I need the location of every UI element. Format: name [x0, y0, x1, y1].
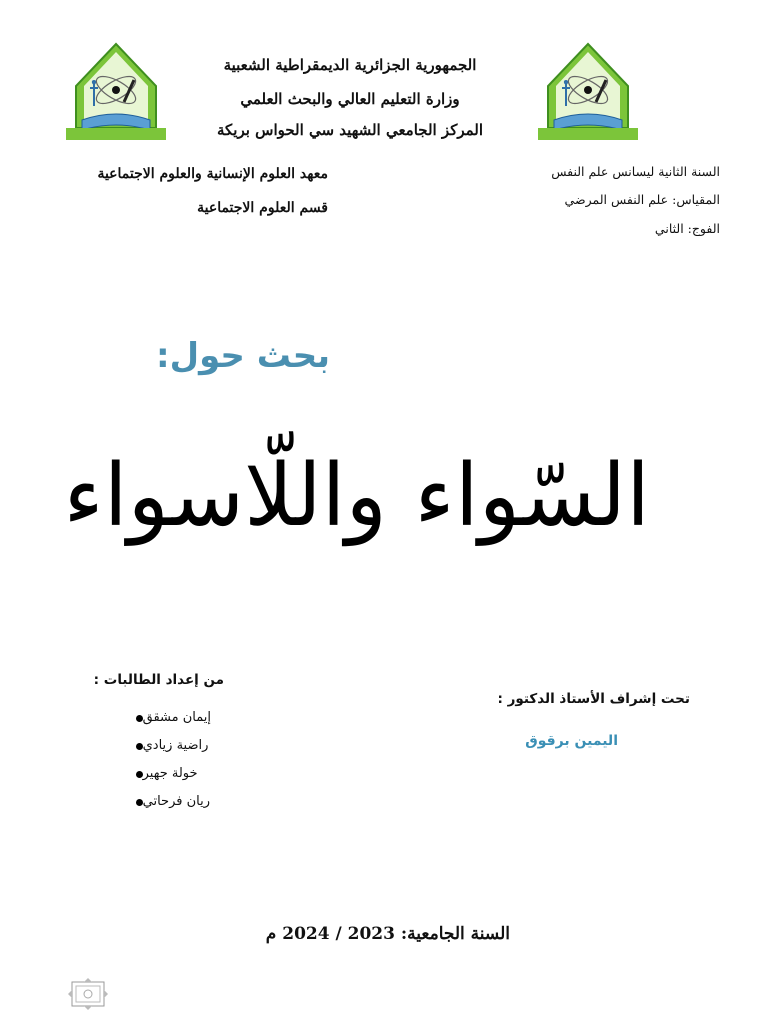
main-title: السّواء واللّاسواء [63, 446, 650, 546]
header-country: الجمهورية الجزائرية الديمقراطية الشعبية [223, 56, 477, 74]
supervisor-heading: تحت إشراف الأستاذ الدكتور : [497, 691, 690, 707]
academic-year: السنة الجامعية: 2023 / 2024 م [265, 924, 510, 944]
supervisor-name: اليمين برقوق [525, 733, 618, 749]
student-name: إيمان مشقق [142, 710, 211, 725]
department-name: قسم العلوم الاجتماعية [197, 200, 328, 216]
header-ministry: وزارة التعليم العالي والبحث العلمي [240, 90, 460, 108]
header-center: المركز الجامعي الشهيد سي الحواس بريكة [216, 121, 484, 139]
course-module: المقياس: علم النفس المرضي [564, 192, 720, 207]
list-item [106, 760, 211, 788]
student-name: راضية زيادي [142, 738, 209, 753]
bullet-icon [136, 771, 143, 778]
student-name: خولة جهير [142, 766, 198, 781]
student-name: ريان فرحاتي [142, 794, 210, 809]
course-year: السنة الثانية ليسانس علم النفس [551, 164, 720, 179]
institute-name: معهد العلوم الإنسانية والعلوم الاجتماعية [97, 166, 328, 182]
students-list [106, 704, 211, 816]
list-item [106, 704, 211, 732]
ornament-icon [68, 976, 108, 1012]
bullet-icon [136, 799, 143, 806]
bullet-icon [136, 715, 143, 722]
university-logo-right [536, 40, 640, 144]
bullet-icon [136, 743, 143, 750]
course-group: الفوج: الثاني [654, 221, 720, 236]
university-logo-left [64, 40, 168, 144]
list-item [106, 788, 211, 816]
research-label: بحث حول: [155, 336, 330, 376]
list-item [106, 732, 211, 760]
students-heading: من إعداد الطالبات : [93, 672, 224, 688]
